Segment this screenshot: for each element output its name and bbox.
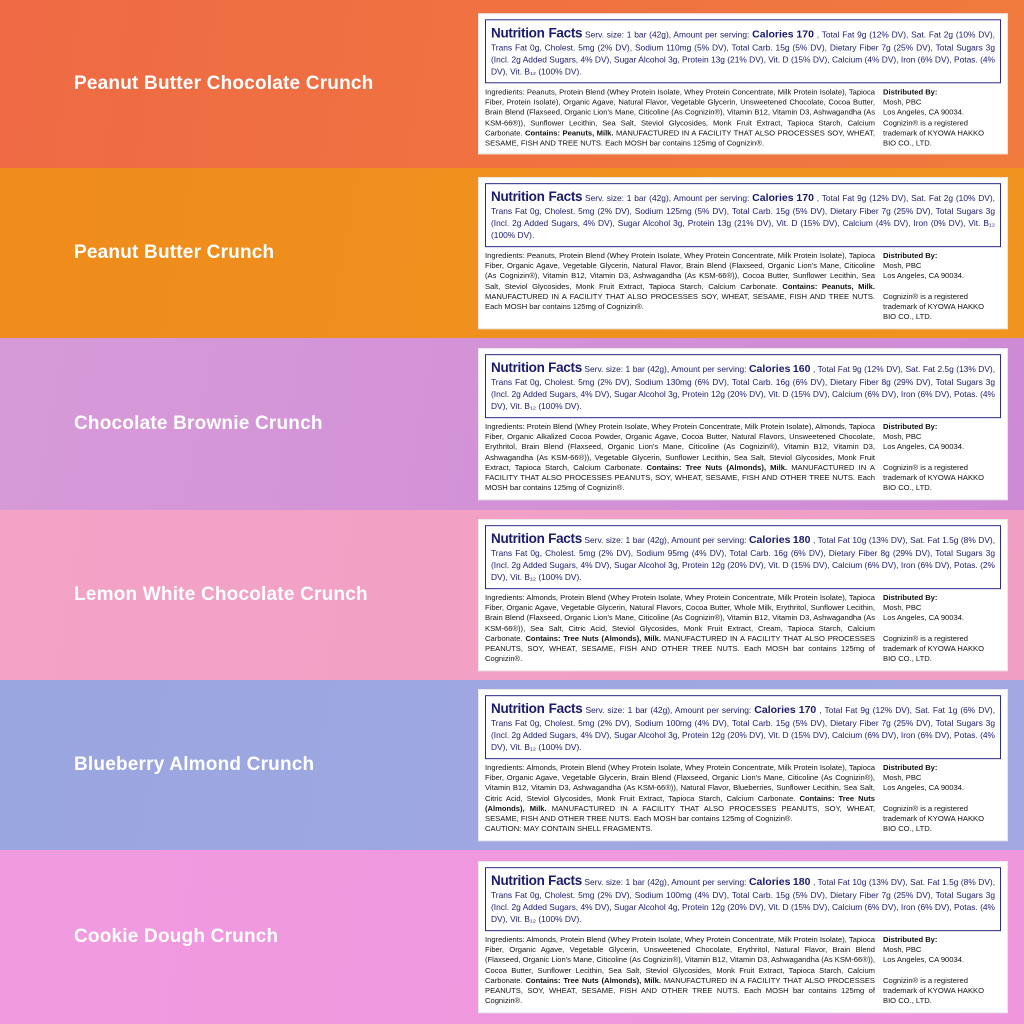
distributor-line: Los Angeles, CA 90034. xyxy=(883,783,965,793)
distributor-line xyxy=(883,794,1001,804)
distributed-by-block xyxy=(883,935,1001,1007)
serving-size: Serv. size: 1 bar (42g), Amount per serving: xyxy=(585,193,750,204)
ingredients-block xyxy=(485,935,883,1007)
label-panel xyxy=(478,348,1008,500)
label-panel xyxy=(478,861,1008,1013)
distributed-by-heading: Distributed By: xyxy=(883,593,938,603)
calories-value: 180 xyxy=(792,876,811,889)
trademark-line: Cognizin® is a registered xyxy=(883,463,968,473)
trademark-line: BIO CO., LTD. xyxy=(883,312,932,322)
nutrition-facts-box xyxy=(485,525,1001,589)
product-name: Peanut Butter Chocolate Crunch xyxy=(74,73,374,95)
nutrition-facts-body: , Total Fat 9g (12% DV), Sat. Fat 2.5g (13% DV), Trans Fat 0g, Cholest. 5mg (2% DV), Sodium 130mg (6% DV), Total Carb. 16g (6% DV), Dietary Fiber 8g (29% DV), Total Sugars 3g (Incl. 2g Added Sugars, 4% DV), Sugar Alcohol 3g, Protein 12g (20% DV), Vit. D (15% DV), Calcium (6% DV), Iron (6% DV), Potas. (4% DV), Vit. B₁₂ (100% DV). xyxy=(491,364,996,412)
contains-statement: Contains: Tree Nuts (Almonds), Milk. xyxy=(525,976,661,986)
label-panel xyxy=(478,689,1008,841)
product-name: Cookie Dough Crunch xyxy=(74,926,279,948)
trademark-line: Cognizin® is a registered xyxy=(883,634,968,644)
product-row xyxy=(0,0,1024,168)
distributed-by-block xyxy=(883,251,1001,323)
nutrition-facts-body: , Total Fat 9g (12% DV), Sat. Fat 2g (10% DV), Trans Fat 0g, Cholest. 5mg (2% DV), Sodium 125mg (5% DV), Total Carb. 15g (5% DV), Dietary Fiber 7g (25% DV), Total Sugars 3g (Incl. 2g Added Sugars, 4% DV), Sugar Alcohol 3g, Protein 13g (21% DV), Vit. D (15% DV), Calcium (4% DV), Iron (0% DV), Vit. B₁₂ (100% DV). xyxy=(491,193,996,241)
nutrition-facts-box xyxy=(485,867,1001,931)
serving-size: Serv. size: 1 bar (42g), Amount per serving: xyxy=(584,877,747,888)
distributor-line xyxy=(883,966,1001,976)
ingredients-block xyxy=(485,763,883,835)
trademark-line: BIO CO., LTD. xyxy=(883,483,932,493)
product-name: Blueberry Almond Crunch xyxy=(74,754,315,776)
distributor-line xyxy=(883,453,1001,463)
ingredients-block xyxy=(485,422,883,494)
contains-statement: Contains: Tree Nuts (Almonds), Milk. xyxy=(646,463,788,473)
distributor-line: Los Angeles, CA 90034. xyxy=(883,107,965,117)
distributor-line: Los Angeles, CA 90034. xyxy=(883,613,965,623)
product-name: Lemon White Chocolate Crunch xyxy=(74,584,368,606)
serving-size: Serv. size: 1 bar (42g), Amount per serving: xyxy=(584,535,747,546)
calories-label: Calories xyxy=(752,192,794,205)
cognizin-note: Each MOSH bar contains 125mg of Cognizin®. xyxy=(633,814,793,824)
cognizin-note: Each MOSH bar contains 125mg of Cognizin®. xyxy=(605,138,764,148)
distributor-line: Mosh, PBC xyxy=(883,432,922,442)
nutrition-facts-box xyxy=(485,19,1001,83)
distributor-line: Mosh, PBC xyxy=(883,603,922,613)
label-panel xyxy=(478,519,1008,671)
nutrition-facts-body: , Total Fat 9g (12% DV), Sat. Fat 1g (6% DV), Trans Fat 0g, Cholest. 5mg (2% DV), Sodium 100mg (4% DV), Total Carb. 15g (5% DV), Dietary Fiber 7g (25% DV), Total Sugars 3g (Incl. 2g Added Sugars, 4% DV), Sugar Alcohol 3g, Protein 12g (20% DV), Vit. D (15% DV), Calcium (6% DV), Iron (6% DV), Potas. (4% DV), Vit. B₁₂ (100% DV). xyxy=(491,705,996,753)
calories-value: 170 xyxy=(798,704,817,717)
nutrition-facts-heading: Nutrition Facts xyxy=(491,25,583,41)
product-row xyxy=(0,168,1024,338)
distributed-by-heading: Distributed By: xyxy=(883,763,938,773)
contains-statement: Contains: Peanuts, Milk. xyxy=(525,128,614,138)
trademark-line: trademark of KYOWA HAKKO xyxy=(883,814,984,824)
ingredients-text: Ingredients: Almonds, Protein Blend (Whey Protein Isolate, Whey Protein Concentrate, Milk Protein Isolate), Tapioca Fiber, Organic Agave, Vegetable Glycerin, Natural Flavors, Cocoa Butter, Whole Milk, Erythritol, Sunflower Lecithin, Brain Blend (Flaxseed, Organic Lion's Mane, Citicoline (As Cognizin®), Vitamin B12, Vitamin D3, Ashwagandha (As KSM-66®)), Sea Salt, Citric Acid, Steviol Glycosides, Monk Fruit Extract, Cream, Tapioca Starch, Calcium Carbonate. xyxy=(485,593,875,644)
trademark-line: Cognizin® is a registered xyxy=(883,292,968,302)
serving-size: Serv. size: 1 bar (42g), Amount per serving: xyxy=(585,705,752,716)
manufactured-statement: MANUFACTURED IN A FACILITY THAT ALSO PROCESSES SOY, WHEAT, SESAME, FISH AND TREE NUTS. xyxy=(485,128,875,148)
nutrition-facts-body: , Total Fat 9g (12% DV), Sat. Fat 2g (10% DV), Trans Fat 0g, Cholest. 5mg (2% DV), Sodium 110mg (5% DV), Total Carb. 15g (5% DV), Dietary Fiber 7g (25% DV), Total Sugars 3g (Incl. 2g Added Sugars, 4% DV), Sugar Alcohol 3g, Protein 13g (21% DV), Vit. D (15% DV), Calcium (4% DV), Iron (6% DV), Potas. (4% DV), Vit. B₁₂ (100% DV). xyxy=(491,29,996,77)
calories-value: 170 xyxy=(796,28,814,41)
ingredients-block xyxy=(485,593,883,665)
nutrition-facts-body: , Total Fat 10g (13% DV), Sat. Fat 1.5g (8% DV), Trans Fat 0g, Cholest. 5mg (2% DV), Sodium 95mg (4% DV), Total Carb. 16g (6% DV), Dietary Fiber 8g (29% DV), Total Sugars 3g (Incl. 2g Added Sugars, 4% DV), Sugar Alcohol 3g, Protein 12g (20% DV), Vit. D (15% DV), Calcium (6% DV), Iron (6% DV), Potas. (2% DV), Vit. B₁₂ (100% DV). xyxy=(491,535,996,583)
serving-size: Serv. size: 1 bar (42g), Amount per serving: xyxy=(584,364,747,375)
distributor-line: Los Angeles, CA 90034. xyxy=(883,271,965,281)
distributor-line: Los Angeles, CA 90034. xyxy=(883,442,965,452)
trademark-line: BIO CO., LTD. xyxy=(883,654,932,664)
product-name: Peanut Butter Crunch xyxy=(74,242,275,264)
nutrition-facts-body: , Total Fat 10g (13% DV), Sat. Fat 1.5g (8% DV), Trans Fat 0g, Cholest. 5mg (2% DV), Sodium 100mg (4% DV), Total Carb. 15g (5% DV), Dietary Fiber 7g (25% DV), Total Sugars 3g (Incl. 2g Added Sugars, 4% DV), Sugar Alcohol 4g, Protein 12g (20% DV), Vit. D (15% DV), Calcium (6% DV), Iron (6% DV), Potas. (4% DV), Vit. B₁₂ (100% DV). xyxy=(491,877,996,925)
manufactured-statement: MANUFACTURED IN A FACILITY THAT ALSO PROCESSES PEANUTS, SOY, WHEAT, SESAME, FISH AND OTHER TREE NUTS. xyxy=(485,634,875,654)
distributor-line xyxy=(883,282,1001,292)
product-row xyxy=(0,338,1024,510)
nutrition-facts-heading: Nutrition Facts xyxy=(491,531,582,547)
trademark-line: BIO CO., LTD. xyxy=(883,996,932,1006)
trademark-line: trademark of KYOWA HAKKO xyxy=(883,473,984,483)
nutrition-facts-box xyxy=(485,354,1001,418)
label-panel xyxy=(478,13,1008,154)
manufactured-statement: MANUFACTURED IN A FACILITY THAT ALSO PROCESSES PEANUTS, SOY, WHEAT, SESAME, FISH AND OTHER TREE NUTS. xyxy=(485,463,875,483)
trademark-line: Cognizin® is a registered xyxy=(883,117,968,127)
caution-statement: CAUTION: MAY CONTAIN SHELL FRAGMENTS. xyxy=(485,824,653,834)
distributed-by-block xyxy=(883,593,1001,665)
product-row xyxy=(0,850,1024,1024)
ingredients-block xyxy=(485,251,883,323)
ingredients-text: Ingredients: Almonds, Protein Blend (Whey Protein Isolate, Whey Protein Concentrate, Milk Protein Isolate), Tapioca Fiber, Organic Agave, Vegetable Glycerin, Unsweetened Chocolate, Erythritol, Natural Flavor, Brain Blend (Flaxseed, Organic Lion's Mane, Citicoline (As Cognizin®), Vitamin B12, Vitamin D3, Ashwagandha (As KSM-66®)), Cocoa Butter, Sunflower Lecithin, Sea Salt, Steviol Glycosides, Monk Fruit Extract, Tapioca Starch, Calcium Carbonate. xyxy=(485,935,875,986)
nutrition-facts-heading: Nutrition Facts xyxy=(491,360,582,376)
cognizin-note: Each MOSH bar contains 125mg of Cognizin®. xyxy=(485,986,875,1006)
calories-value: 170 xyxy=(796,192,814,205)
product-name: Chocolate Brownie Crunch xyxy=(74,413,323,435)
distributor-line: Los Angeles, CA 90034. xyxy=(883,955,965,965)
calories-label: Calories xyxy=(748,534,791,547)
distributed-by-heading: Distributed By: xyxy=(883,935,938,945)
cognizin-note: Each MOSH bar contains 125mg of Cognizin®. xyxy=(485,644,875,664)
trademark-line: trademark of KYOWA HAKKO xyxy=(883,302,984,312)
nutrition-facts-heading: Nutrition Facts xyxy=(491,701,583,717)
distributor-line: Mosh, PBC xyxy=(883,261,922,271)
trademark-line: Cognizin® is a registered xyxy=(883,804,968,814)
trademark-line: trademark of KYOWA HAKKO xyxy=(883,128,984,138)
contains-statement: Contains: Tree Nuts (Almonds), Milk. xyxy=(485,793,875,814)
cognizin-note: Each MOSH bar contains 125mg of Cognizin®. xyxy=(485,473,875,493)
distributor-line: Mosh, PBC xyxy=(883,97,922,107)
label-panel xyxy=(478,177,1008,329)
manufactured-statement: MANUFACTURED IN A FACILITY THAT ALSO PROCESSES PEANUTS, SOY, WHEAT, SESAME, FISH AND OTHER TREE NUTS. xyxy=(485,804,875,824)
distributor-line xyxy=(883,624,1001,634)
trademark-line: trademark of KYOWA HAKKO xyxy=(883,644,984,654)
calories-label: Calories xyxy=(754,704,796,717)
ingredients-text: Ingredients: Protein Blend (Whey Protein Isolate, Whey Protein Concentrate, Milk Protein Isolate), Almonds, Tapioca Fiber, Organic Alkalized Cocoa Powder, Organic Agave, Cocoa Butter, Natural Flavors, Unsweetened Chocolate, Erythritol, Brain Blend (Flaxseed, Organic Lion's Mane, Citicoline (As Cognizin®), Vitamin B12, Vitamin D3, Ashwagandha (As KSM-66®)), Vegetable Glycerin, Sunflower Lecithin, Sea Salt, Steviol Glycosides, Monk Fruit Extract, Tapioca Starch, Calcium Carbonate. xyxy=(485,422,875,473)
serving-size: Serv. size: 1 bar (42g), Amount per serving: xyxy=(585,29,750,40)
product-row xyxy=(0,680,1024,850)
manufactured-statement: MANUFACTURED IN A FACILITY THAT ALSO PROCESSES SOY, WHEAT, SESAME, FISH AND TREE NUTS. xyxy=(485,292,875,302)
nutrition-facts-heading: Nutrition Facts xyxy=(491,189,583,205)
distributed-by-block xyxy=(883,763,1001,835)
cognizin-note: Each MOSH bar contains 125mg of Cognizin®. xyxy=(485,302,644,312)
calories-label: Calories xyxy=(748,363,791,376)
nutrition-facts-box xyxy=(485,695,1001,759)
trademark-line: BIO CO., LTD. xyxy=(883,824,932,834)
contains-statement: Contains: Tree Nuts (Almonds), Milk. xyxy=(525,634,661,644)
trademark-line: BIO CO., LTD. xyxy=(883,138,932,148)
calories-value: 180 xyxy=(792,534,811,547)
distributed-by-block xyxy=(883,422,1001,494)
product-row xyxy=(0,510,1024,680)
ingredients-text: Ingredients: Almonds, Protein Blend (Whey Protein Isolate, Whey Protein Concentrate, Milk Protein Isolate), Tapioca Fiber, Organic Agave, Vegetable Glycerin, Brain Blend (Flaxseed, Organic Lion's Mane, Citicoline (As Cognizin®), Vitamin B12, Vitamin D3, Ashwagandha (As KSM-66®)), Natural Flavor, Blueberries, Sunflower Lecithin, Sea Salt, Citric Acid, Steviol Glycosides, Monk Fruit Extract, Tapioca Starch, Calcium Carbonate. xyxy=(485,763,875,803)
ingredients-block xyxy=(485,87,883,149)
ingredients-text: Ingredients: Peanuts, Protein Blend (Whey Protein Isolate, Whey Protein Concentrate, Milk Protein Isolate), Tapioca Fiber, Organic Agave, Vegetable Glycerin, Natural Flavor, Brain Blend (Flaxseed, Organic Lion's Mane, Citicoline (As Cognizin®), Vitamin B12, Vitamin D3, Ashwagandha (As KSM-66®)), Cocoa Butter, Sunflower Lecithin, Sea Salt, Steviol Glycosides, Monk Fruit Extract, Tapioca Starch, Calcium Carbonate. xyxy=(485,251,875,291)
ingredients-text: Ingredients: Peanuts, Protein Blend (Whey Protein Isolate, Whey Protein Concentrate, Milk Protein Isolate), Tapioca Fiber, Protein Isolate), Organic Agave, Natural Flavor, Vegetable Glycerin, Unsweetened Chocolate, Cocoa Butter, Brain Blend (Flaxseed, Organic Lion's Mane, Citicoline (As Cognizin®), Vitamin B12, Vitamin D3, Ashwagandha (As KSM-66®)), Sunflower Lecithin, Sea Salt, Steviol Glycosides, Monk Fruit Extract, Tapioca Starch, Calcium Carbonate. xyxy=(485,87,875,138)
calories-value: 160 xyxy=(792,363,811,376)
calories-label: Calories xyxy=(752,28,794,41)
manufactured-statement: MANUFACTURED IN A FACILITY THAT ALSO PROCESSES PEANUTS, SOY, WHEAT, SESAME, FISH AND OTHER TREE NUTS. xyxy=(485,976,875,996)
distributor-line: Mosh, PBC xyxy=(883,945,922,955)
distributor-line: Mosh, PBC xyxy=(883,773,922,783)
nutrition-facts-heading: Nutrition Facts xyxy=(491,873,582,889)
distributed-by-heading: Distributed By: xyxy=(883,87,938,97)
trademark-line: trademark of KYOWA HAKKO xyxy=(883,986,984,996)
distributed-by-heading: Distributed By: xyxy=(883,251,938,261)
calories-label: Calories xyxy=(748,876,791,889)
distributed-by-heading: Distributed By: xyxy=(883,422,938,432)
contains-statement: Contains: Peanuts, Milk. xyxy=(782,281,876,291)
trademark-line: Cognizin® is a registered xyxy=(883,976,968,986)
nutrition-facts-box xyxy=(485,183,1001,247)
distributed-by-block xyxy=(883,87,1001,149)
